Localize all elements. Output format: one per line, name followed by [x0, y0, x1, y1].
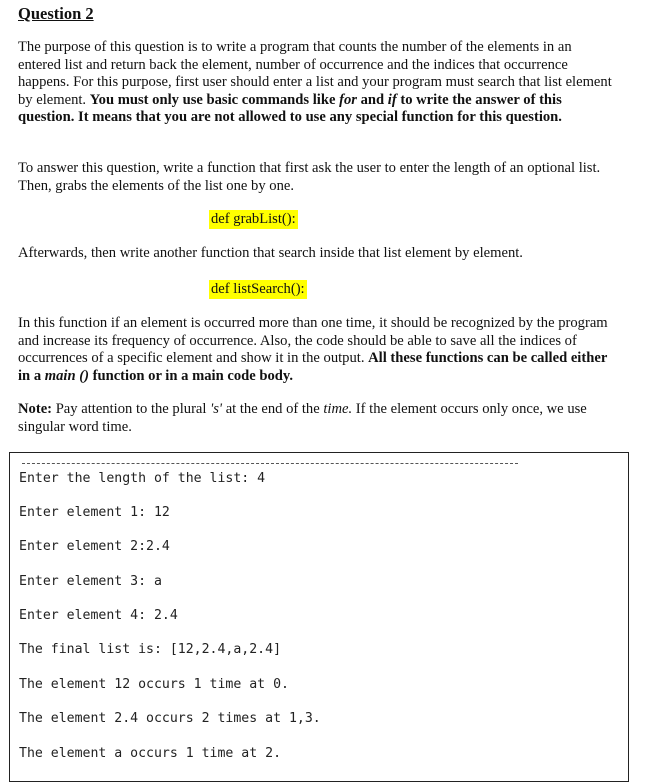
note-paragraph: [18, 401, 618, 436]
call-note-text: All these functions can be called either in a: [18, 350, 608, 384]
if-keyword: if: [387, 91, 397, 108]
call-note-end: function or in a main code body.: [88, 367, 294, 384]
for-keyword: for: [339, 91, 357, 108]
search-instruction-paragraph: Afterwards, then write another function that search inside that list element by element.: [18, 245, 523, 261]
restriction-text: to write the answer of this question. It means that you are not allowed to use any special function for this question.: [18, 91, 562, 125]
instruction-paragraph: To answer this question, write a function that first ask the user to enter the length of an optional list. Then, grabs the elements of the list one by one.: [18, 160, 601, 194]
output-line: Enter element 1: 12: [19, 505, 170, 520]
output-line: The element 2.4 occurs 2 times at 1,3.: [19, 711, 321, 726]
output-line: The element 12 occurs 1 time at 0.: [19, 677, 289, 692]
note-text: Pay attention to the plural: [52, 401, 211, 417]
note-label: Note:: [18, 401, 53, 417]
sample-output-box: [9, 452, 629, 782]
output-line: The element a occurs 1 time at 2.: [19, 746, 282, 761]
requirement-text: You must only use basic commands like: [89, 91, 340, 108]
question-heading: Question 2: [18, 4, 94, 23]
grablist-function-signature: def grabList():: [211, 211, 296, 227]
output-line: Enter element 2:2.4: [19, 539, 170, 554]
output-line: The final list is: [12,2.4,a,2.4]: [19, 642, 282, 657]
intro-paragraph: [18, 39, 618, 127]
function-detail-paragraph: [18, 315, 618, 385]
dashed-divider: [22, 463, 518, 464]
output-line: Enter the length of the list: 4: [19, 471, 266, 486]
intro-text: The purpose of this question is to write a program that counts the number of the elements in an entered list and return back the element, number of occurrence and the indices that occurrence happens. For this purpose, first user should enter a list and your program must search that list element by element.: [18, 39, 612, 108]
time-word: time.: [323, 401, 353, 417]
note-text-2: at the end of the: [222, 401, 324, 417]
function-detail-text: In this function if an element is occurred more than one time, it should be recognized by the program and increase its frequency of occurrence. Also, the code should be able to save all the indices of occurrences of a specific element and show it in the output.: [18, 315, 608, 366]
main-keyword: main (): [44, 367, 89, 384]
output-line: Enter element 3: a: [19, 574, 162, 589]
and-text: and: [356, 91, 388, 108]
s-quote: 's': [210, 401, 223, 417]
output-line: Enter element 4: 2.4: [19, 608, 178, 623]
listsearch-function-signature: def listSearch():: [211, 281, 305, 297]
note-text-3: If the element occurs only once, we use singular word time.: [18, 401, 587, 435]
